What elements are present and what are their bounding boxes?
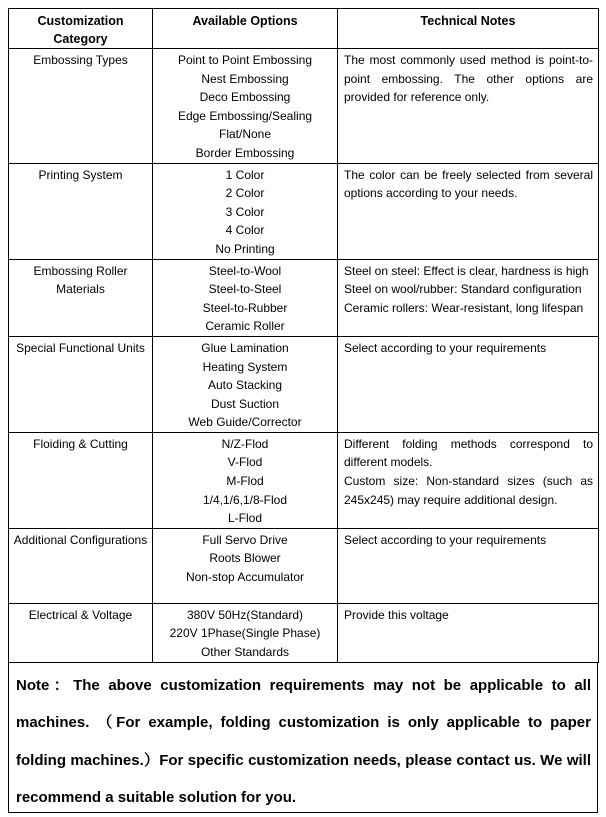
note-text: Steel on wool/rubber: Standard configuration <box>344 282 582 297</box>
header-notes: Technical Notes <box>338 9 599 49</box>
table-row <box>9 49 599 164</box>
note-text: Select according to your requirements <box>344 532 547 547</box>
customization-table <box>8 8 599 663</box>
header-options: Available Options <box>153 9 338 49</box>
row-notes <box>338 528 599 603</box>
option-item: Web Guide/Corrector <box>188 415 302 430</box>
row-category: Embossing Types <box>9 49 153 164</box>
option-item: Flat/None <box>218 127 272 142</box>
table-row <box>9 432 599 528</box>
option-item: No Printing <box>215 241 275 256</box>
row-options <box>153 603 338 662</box>
option-item: Ceramic Roller <box>205 319 285 334</box>
option-item: M-Flod <box>226 474 264 489</box>
option-item: Heating System <box>202 359 288 374</box>
row-notes <box>338 603 599 662</box>
note-text: Different folding methods correspond to different models. <box>344 436 593 470</box>
row-options <box>153 259 338 336</box>
table-row <box>9 336 599 432</box>
option-item: Glue Lamination <box>201 340 289 355</box>
option-item: Steel-to-Steel <box>208 282 282 297</box>
row-category: Floiding & Cutting <box>9 432 153 528</box>
option-item: Dust Suction <box>210 396 280 411</box>
table-header-row <box>9 9 599 49</box>
option-item: Roots Blower <box>209 551 281 566</box>
note-text: Ceramic rollers: Wear-resistant, long lifespan <box>344 300 584 315</box>
option-item: 3 Color <box>225 204 265 219</box>
row-category: Additional Configurations <box>9 528 153 603</box>
option-item: Auto Stacking <box>207 378 283 393</box>
table-row <box>9 528 599 603</box>
option-item: Nest Embossing <box>201 71 289 86</box>
option-item: 220V 1Phase(Single Phase) <box>169 626 321 641</box>
row-category: Printing System <box>9 163 153 259</box>
option-item: Border Embossing <box>195 145 295 160</box>
note-text: Custom size: Non-standard sizes (such as 245x245) may require additional design. <box>344 474 593 507</box>
row-category: Electrical & Voltage <box>9 603 153 662</box>
note-text: Steel on steel: Effect is clear, hardness is high <box>344 263 589 278</box>
row-notes <box>338 336 599 432</box>
row-options <box>153 432 338 528</box>
row-notes <box>338 49 599 164</box>
table-row <box>9 163 599 259</box>
option-item: Deco Embossing <box>199 90 291 105</box>
option-item: V-Flod <box>227 455 263 470</box>
option-item: 1 Color <box>225 167 265 182</box>
option-item: 2 Color <box>225 186 265 201</box>
note-text: Provide this voltage <box>344 607 449 622</box>
option-item: Point to Point Embossing <box>177 53 313 67</box>
option-item: N/Z-Flod <box>221 436 269 451</box>
row-options <box>153 528 338 603</box>
row-options <box>153 49 338 164</box>
row-notes <box>338 432 599 528</box>
row-options <box>153 163 338 259</box>
option-item: Edge Embossing/Sealing <box>177 108 313 123</box>
row-notes <box>338 163 599 259</box>
option-item: L-Flod <box>227 511 262 526</box>
row-notes <box>338 259 599 336</box>
row-options <box>153 336 338 432</box>
option-item: Full Servo Drive <box>202 532 288 547</box>
row-category: Embossing Roller Materials <box>9 259 153 336</box>
option-item: Other Standards <box>200 645 290 660</box>
option-item: 380V 50Hz(Standard) <box>186 607 304 622</box>
table-row <box>9 259 599 336</box>
note-text: Select according to your requirements <box>344 340 547 355</box>
option-item: 1/4,1/6,1/8-Flod <box>202 492 288 507</box>
option-item: Steel-to-Wool <box>208 263 282 278</box>
option-item: 4 Color <box>225 223 265 238</box>
header-category: Customization Category <box>9 9 153 49</box>
customization-spec-document <box>8 8 598 813</box>
option-item: Steel-to-Rubber <box>202 300 288 315</box>
note-text: The color can be freely selected from several options according to your needs. <box>344 167 593 201</box>
footer-note: Note：The above customization requirements may not be applicable to all machines. （For example, folding customization is only applicable to paper folding machines.）For specific customization needs, please contact us. We will recommend a suitable solution for you. <box>16 676 591 807</box>
option-item: Non-stop Accumulator <box>185 570 305 585</box>
table-row <box>9 603 599 662</box>
footer-note-box <box>8 663 598 813</box>
row-category: Special Functional Units <box>9 336 153 432</box>
note-text: The most commonly used method is point-to-point embossing. The other options are provided for reference only. <box>344 53 593 105</box>
